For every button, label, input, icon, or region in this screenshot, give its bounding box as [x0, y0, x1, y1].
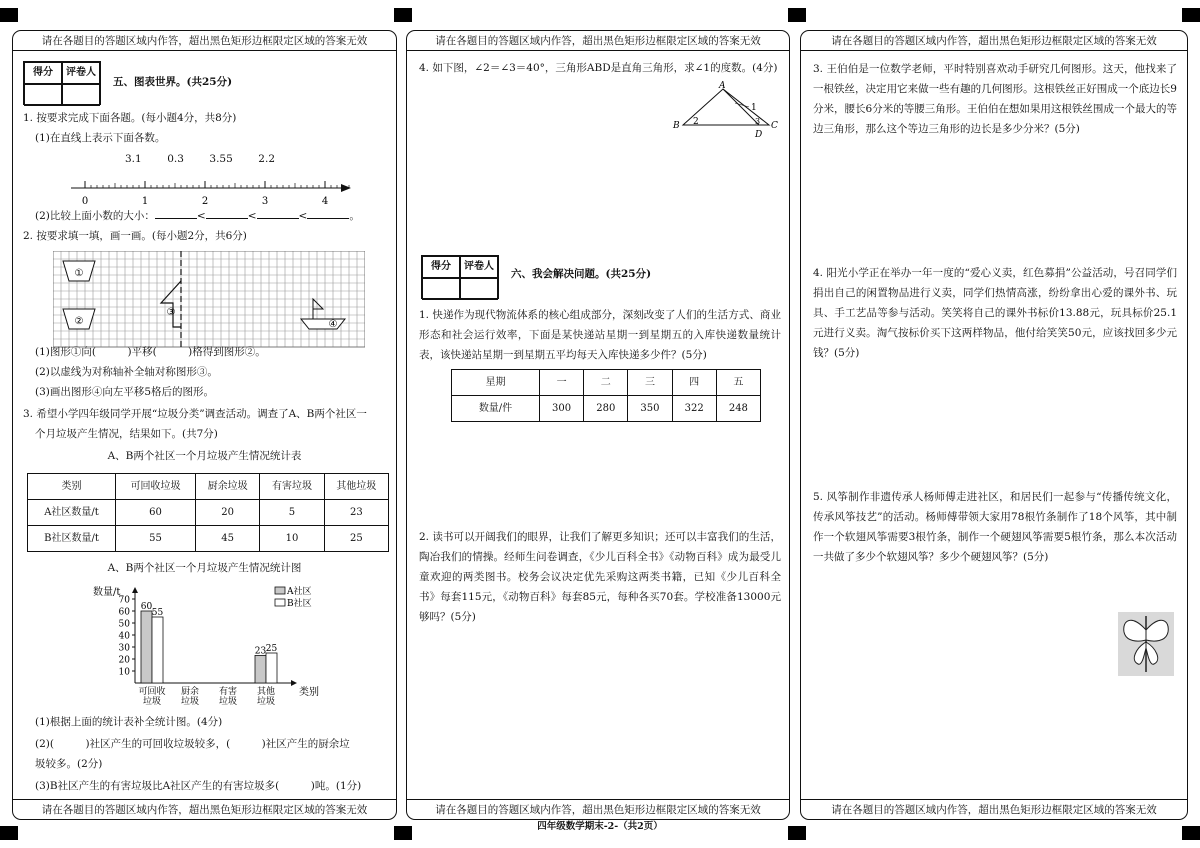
instruction-banner: 请在各题目的答题区域内作答，超出黑色矩形边框限定区域的答案无效	[13, 799, 396, 819]
vertex-label: B	[673, 121, 680, 131]
question-text: 3. 希望小学四年级同学开展“垃圾分类”调查活动。调查了A、B两个社区一	[23, 408, 367, 420]
score-box	[421, 255, 499, 299]
legend-swatch	[275, 587, 285, 594]
category-label: 厨余	[180, 687, 200, 697]
section-title: 六、我会解决问题。(共25分)	[511, 268, 652, 280]
bar-value-label: 25	[265, 644, 278, 654]
registration-mark	[788, 8, 806, 22]
tick-label: 2	[201, 196, 209, 206]
category-label: 有害	[218, 687, 238, 697]
shape-label: ③	[166, 307, 176, 318]
grader-cell[interactable]	[62, 84, 100, 106]
y-tick-label: 40	[118, 631, 130, 642]
x-axis-label: 类别	[299, 687, 319, 698]
number-item: 3.55	[209, 153, 233, 165]
table-cell: 280	[584, 396, 628, 422]
answer-blank[interactable]	[206, 208, 248, 219]
grader-cell[interactable]	[460, 278, 498, 300]
number-item: 3.1	[125, 153, 142, 165]
category-label: 可回收	[138, 687, 166, 697]
y-tick-label: 60	[118, 607, 130, 618]
table-cell: 322	[672, 396, 716, 422]
question-text: (3)画出图形④向左平移5格后的图形。	[35, 386, 215, 398]
table-cell: 45	[196, 526, 260, 552]
question-text: (1)根据上面的统计表补全统计图。(4分)	[35, 716, 223, 728]
compare-line: (2)比较上面小数的大小： < < < 。	[35, 210, 360, 222]
y-axis-label: 数量/t	[93, 587, 121, 598]
delivery-table	[451, 369, 761, 422]
bar	[255, 655, 266, 683]
number-list	[125, 152, 275, 168]
legend-label: A社区	[287, 587, 312, 597]
score-box	[23, 61, 101, 105]
chart-title: A、B两个社区一个月垃圾产生情况统计图	[107, 562, 302, 574]
angle-label: 3	[755, 117, 761, 126]
vertex-label: D	[755, 130, 763, 139]
answer-column-left	[12, 30, 397, 820]
tick-label: 0	[81, 196, 89, 206]
vertex-label: A	[719, 81, 726, 91]
table-cell: A社区数量/t	[28, 500, 116, 526]
answer-blank[interactable]	[155, 208, 197, 219]
question-text: 3. 王伯伯是一位数学老师，平时特别喜欢动手研究几何图形。这天，他找来了一根铁丝，决定用它来做一些有趣的几何图形。这根铁丝正好围成一个底边长9分米，腰长6分米的等腰三角形。王伯伯在想如果用这根铁丝围成一个最大的等边三角形，那么这个等边三角形的边长是多少分米？(5分)	[813, 63, 1177, 135]
section-title: 五、图表世界。(共25分)	[113, 76, 233, 88]
grid-figure	[53, 251, 365, 351]
table-cell: 25	[324, 526, 388, 552]
x-axis-arrow	[291, 680, 297, 686]
score-cell[interactable]	[24, 84, 62, 106]
category-label: 其他	[256, 687, 276, 697]
kite-image	[1118, 612, 1174, 676]
page-footer: 四年级数学期末-2-（共2页）	[537, 821, 663, 832]
number-item: 0.3	[167, 153, 184, 165]
table-header-cell: 类别	[28, 474, 116, 500]
score-label: 得分	[422, 256, 460, 278]
question-text: 圾较多。(2分)	[35, 758, 103, 770]
table-header-cell: 五	[716, 370, 760, 396]
category-label: 垃圾	[218, 697, 238, 707]
answer-column-middle	[406, 30, 790, 820]
tick-label: 1	[141, 196, 149, 206]
table-header-cell: 二	[584, 370, 628, 396]
bar-value-label: 55	[151, 608, 164, 618]
y-tick-label: 30	[118, 643, 130, 654]
question-text: (2)以虚线为对称轴补全轴对称图形③。	[35, 366, 218, 378]
table-cell: 23	[324, 500, 388, 526]
question-text: 5. 风筝制作非遗传承人杨师傅走进社区，和居民们一起参与“传播传统文化，传承风筝技艺”的活动。杨师傅带领大家用78根竹条制作了18个风筝，其中制作一个软翅风筝需要3根竹条，制作一个硬翅风筝需要5根竹条，那么本次活动一共做了多少个软翅风筝？多少个硬翅风筝？(5分)	[813, 491, 1177, 563]
table-header-cell: 一	[540, 370, 584, 396]
y-tick-label: 50	[118, 619, 130, 630]
score-cell[interactable]	[422, 278, 460, 300]
table-cell: 350	[628, 396, 672, 422]
table-header-row	[28, 474, 389, 500]
instruction-banner: 请在各题目的答题区域内作答，超出黑色矩形边框限定区域的答案无效	[13, 31, 396, 51]
table-cell: B社区数量/t	[28, 526, 116, 552]
grader-label: 评卷人	[62, 62, 100, 84]
table-header-cell: 可回收垃圾	[116, 474, 196, 500]
table-cell: 10	[260, 526, 324, 552]
compare-label: (2)比较上面小数的大小：	[35, 210, 155, 222]
bar	[141, 611, 152, 683]
registration-mark	[1182, 8, 1200, 22]
table-header-cell: 三	[628, 370, 672, 396]
table-cell: 5	[260, 500, 324, 526]
score-label: 得分	[24, 62, 62, 84]
table-header-row	[452, 370, 761, 396]
bar-chart	[83, 581, 333, 713]
table-row	[452, 396, 761, 422]
table-header-cell: 其他垃圾	[324, 474, 388, 500]
waste-table	[27, 473, 389, 552]
question-text: 个月垃圾产生情况，结果如下。(共7分)	[35, 428, 218, 440]
instruction-banner: 请在各题目的答题区域内作答，超出黑色矩形边框限定区域的答案无效	[407, 799, 789, 819]
answer-blank[interactable]	[307, 208, 349, 219]
table-header-cell: 星期	[452, 370, 540, 396]
angle-label: 1	[751, 103, 757, 113]
y-tick-label: 10	[118, 667, 130, 678]
number-item: 2.2	[258, 153, 275, 165]
question-text: 1. 快递作为现代物流体系的核心组成部分，深刻改变了人们的生活方式、商业形态和社会运行效率，下面是某快递站星期一到星期五的入库快递数量统计表，该快递站星期一到星期五平均每天入库快递多少件？(5分)	[419, 309, 781, 361]
y-tick-label: 20	[118, 655, 130, 666]
category-label: 垃圾	[180, 697, 200, 707]
shape-label: ④	[328, 319, 338, 330]
instruction-banner: 请在各题目的答题区域内作答，超出黑色矩形边框限定区域的答案无效	[801, 799, 1187, 819]
bar-value-label: 60	[140, 602, 153, 612]
bar-value-label: 23	[254, 646, 267, 657]
number-line	[71, 176, 361, 206]
vertex-label: C	[771, 121, 778, 131]
table-cell: 55	[116, 526, 196, 552]
y-axis-arrow	[132, 587, 138, 593]
category-label: 垃圾	[142, 697, 162, 707]
tick-label: 3	[261, 196, 269, 206]
table-cell: 20	[196, 500, 260, 526]
instruction-banner: 请在各题目的答题区域内作答，超出黑色矩形边框限定区域的答案无效	[801, 31, 1187, 51]
question-text: 2. 读书可以开阔我们的眼界，让我们了解更多知识；还可以丰富我们的生活，陶冶我们的情操。经师生问卷调查，《少儿百科全书》《动物百科》成为最受儿童欢迎的两类图书。校务会议决定优先采购这两类书籍，已知《少儿百科全书》每套115元，《动物百科》每套85元，每种各买70套。学校准备13000元够吗？(5分)	[419, 531, 781, 623]
bar	[152, 617, 163, 683]
grader-label: 评卷人	[460, 256, 498, 278]
table-row	[28, 526, 389, 552]
tick-label: 4	[321, 196, 329, 206]
question-text: 1. 按要求完成下面各题。(每小题4分，共8分)	[23, 112, 237, 124]
question-text: 4. 如下图，∠2＝∠3＝40°，三角形ABD是直角三角形，求∠1的度数。(4分)	[419, 62, 778, 74]
table-title: A、B两个社区一个月垃圾产生情况统计表	[107, 450, 302, 462]
angle-label: 2	[693, 117, 699, 127]
table-header-cell: 厨余垃圾	[196, 474, 260, 500]
registration-mark	[0, 8, 18, 22]
table-cell: 248	[716, 396, 760, 422]
answer-blank[interactable]	[257, 208, 299, 219]
question-text: 4. 阳光小学正在举办一年一度的“爱心义卖，红色募捐”公益活动，号召同学们捐出自己的闲置物品进行义卖，同学们热情高涨，纷纷拿出心爱的课外书、玩具、手工艺品等参与活动。笑笑将自己的课外书标价13.88元，玩具标价25.1元进行义卖。淘气按标价买下这两样物品，他付给笑笑50元，应该找回多少元钱？(5分)	[813, 267, 1177, 359]
question-text: (3)B社区产生的有害垃圾比A社区产生的有害垃圾多( )吨。(1分)	[35, 780, 362, 792]
triangle-figure	[671, 81, 783, 139]
legend-label: B社区	[287, 599, 312, 609]
shape-label: ①	[74, 268, 84, 279]
table-cell: 300	[540, 396, 584, 422]
table-header-cell: 有害垃圾	[260, 474, 324, 500]
table-header-cell: 四	[672, 370, 716, 396]
bar	[266, 653, 277, 683]
table-row	[28, 500, 389, 526]
category-label: 垃圾	[256, 697, 276, 707]
registration-mark	[394, 8, 412, 22]
answer-column-right	[800, 30, 1188, 820]
table-cell: 数量/件	[452, 396, 540, 422]
question-text: (1)图形①向( )平移( )格得到图形②。	[35, 346, 266, 358]
table-cell: 60	[116, 500, 196, 526]
question-text: (1)在直线上表示下面各数。	[35, 132, 166, 144]
y-tick-label: 70	[118, 595, 130, 606]
question-text: (2)( )社区产生的可回收垃圾较多，( )社区产生的厨余垃	[35, 738, 350, 750]
shape-label: ②	[74, 316, 84, 327]
instruction-banner: 请在各题目的答题区域内作答，超出黑色矩形边框限定区域的答案无效	[407, 31, 789, 51]
legend-swatch	[275, 599, 285, 606]
question-text: 2. 按要求填一填，画一画。(每小题2分，共6分)	[23, 230, 247, 242]
